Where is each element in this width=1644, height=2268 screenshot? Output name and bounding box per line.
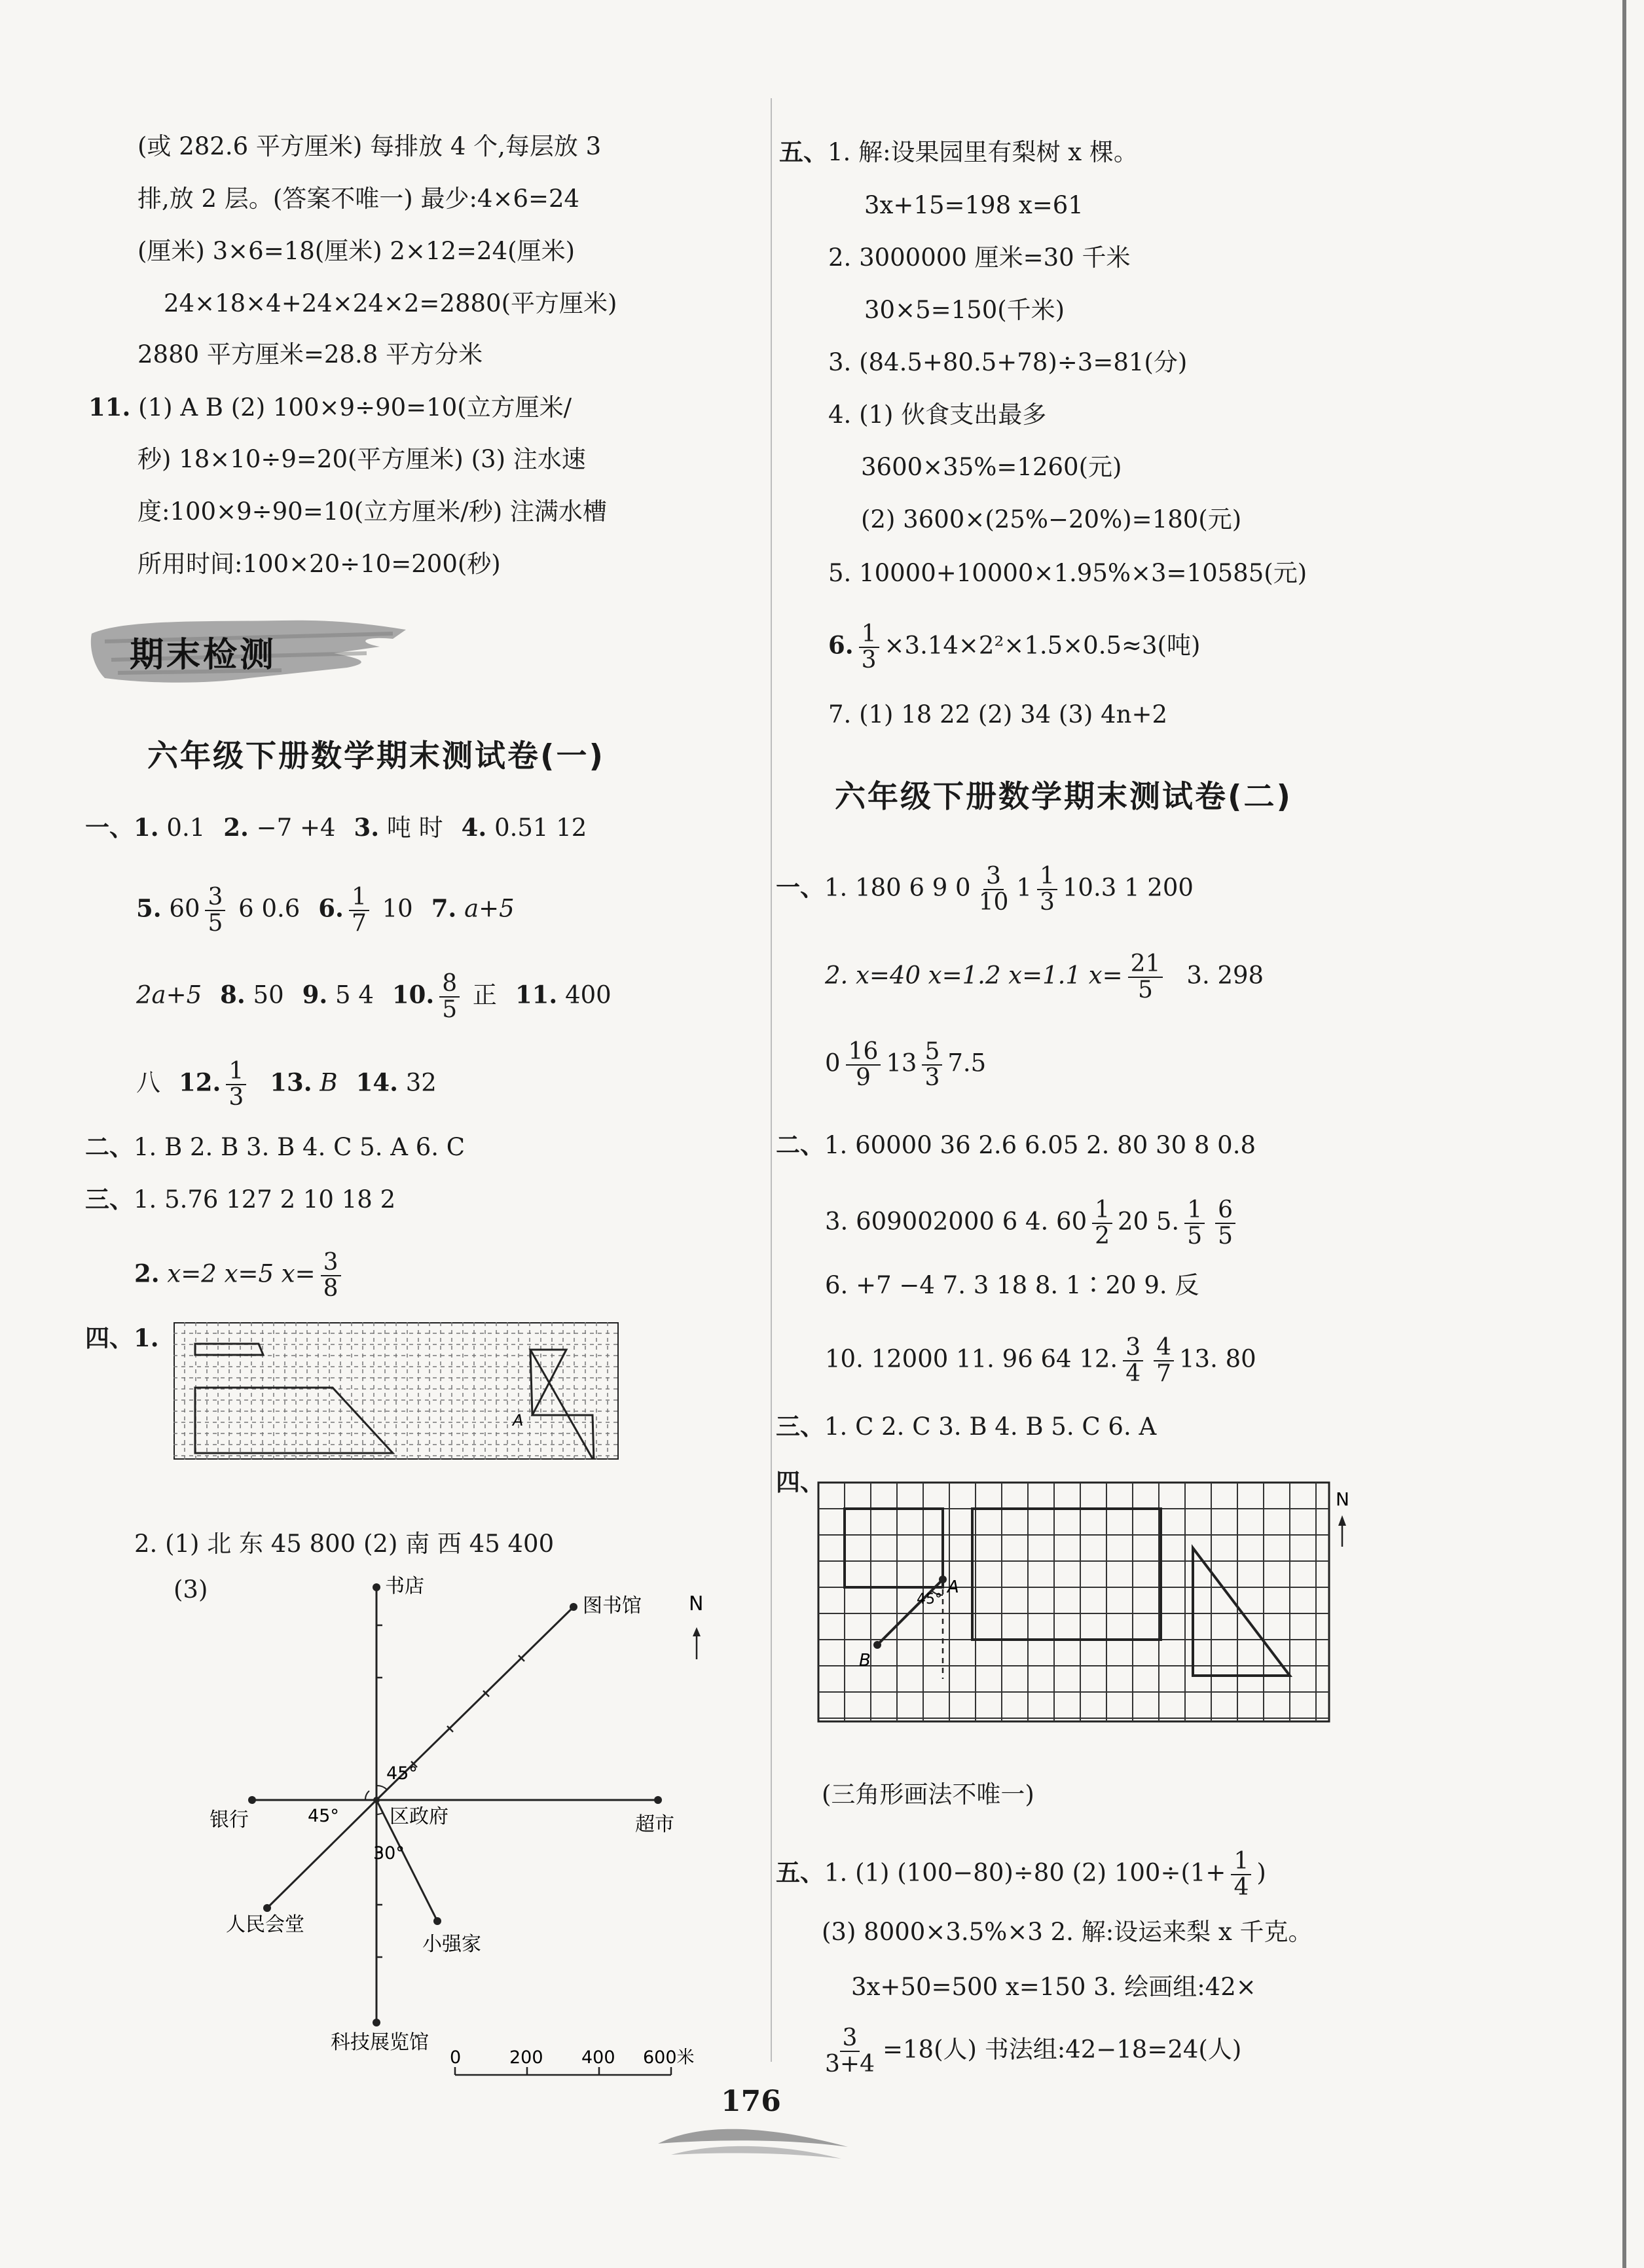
denominator: 3 — [861, 647, 877, 674]
answer-line: 3600×35%=1260(元) — [861, 453, 1122, 481]
answer: 10.3 1 200 — [1062, 873, 1194, 902]
part-5-row-6 — [828, 622, 1200, 673]
label-north: N — [689, 1593, 704, 1615]
north-arrow-head-icon — [1338, 1515, 1346, 1526]
fraction — [321, 1250, 341, 1301]
answer: 正 — [465, 981, 497, 1009]
denominator: 5 — [208, 910, 223, 937]
fraction — [1231, 1849, 1251, 1900]
fraction — [822, 2026, 877, 2077]
denominator: 8 — [323, 1275, 338, 1302]
answer-line: (3) 8000×3.5%×3 2. 解:设运来梨 x 千克。 — [822, 1918, 1313, 1946]
numerator: 3 — [1123, 1335, 1143, 1361]
numerator: 1 — [349, 885, 369, 911]
denominator: 4 — [1233, 1874, 1249, 1901]
denominator: 7 — [1156, 1360, 1172, 1387]
numerator: 3 — [840, 2026, 860, 2052]
answer: ) — [1256, 1858, 1266, 1887]
label-angle-30: 30° — [373, 1843, 405, 1863]
part-label: 二、 — [85, 1132, 134, 1161]
answer: 3. 298 — [1186, 961, 1264, 990]
part-3-row-1 — [85, 1183, 395, 1215]
answer-line: 3x+50=500 x=150 3. 绘画组:42× — [851, 1973, 1256, 2001]
answer-line: 3. (84.5+80.5+78)÷3=81(分) — [828, 348, 1188, 376]
label-hall: 人民会堂 — [226, 1913, 304, 1936]
answer: 32 — [397, 1068, 437, 1097]
p3 — [776, 1411, 1156, 1443]
denominator: 2 — [1095, 1223, 1110, 1250]
answer-line: 2. 3000000 厘米=30 千米 — [828, 243, 1131, 272]
q-num: 6. — [828, 630, 854, 660]
answer: 2. x=40 x=1.2 x=1.1 x= — [825, 961, 1123, 990]
numerator: 1 — [1231, 1849, 1251, 1875]
part-2 — [85, 1131, 465, 1163]
answer-line: 4. (1) 伙食支出最多 — [828, 401, 1047, 429]
answer: ×3.14×2²×1.5×0.5≈3(吨) — [884, 631, 1201, 660]
answer: 400 — [557, 981, 612, 1009]
q-num: 11. — [515, 980, 558, 1009]
part-label: 二、 — [776, 1130, 824, 1159]
exam-title-1: 六年级下册数学期末测试卷(一) — [147, 738, 605, 774]
answer-line: 7. (1) 18 22 (2) 34 (3) 4n+2 — [828, 700, 1168, 729]
grid-lines — [818, 1483, 1329, 1721]
answer: 6 0.6 — [230, 894, 301, 923]
q-num: 6. — [318, 893, 344, 923]
answer-line: 排,放 2 层。(答案不唯一) 最少:4×6=24 — [137, 185, 580, 213]
denominator: 5 — [1138, 977, 1153, 1003]
answer: =18(人) 书法组:42−18=24(人) — [882, 2035, 1242, 2064]
answer: 1. (1) (100−80)÷80 (2) 100÷(1+ — [824, 1858, 1226, 1887]
answer-text: (1) A B (2) 100×9÷90=10(立方厘米/ — [138, 393, 572, 422]
numerator: 3 — [983, 864, 1004, 890]
answer-line: 24×18×4+24×24×2=2880(平方厘米) — [164, 289, 617, 317]
denominator: 3 — [228, 1084, 244, 1111]
shape-square — [845, 1509, 943, 1587]
denominator: 5 — [1218, 1223, 1233, 1250]
denominator: 3+4 — [825, 2051, 875, 2078]
section-label: 期末检测 — [130, 636, 277, 675]
angle-label: 45° — [917, 1591, 942, 1608]
answer: a+5 — [456, 894, 515, 923]
q-num: 3. — [354, 813, 380, 842]
answer: 7.5 — [947, 1049, 987, 1077]
part-label: 五、 — [779, 137, 828, 166]
segment-ab — [877, 1579, 943, 1645]
point-a-label: A — [947, 1577, 959, 1597]
answer: x=2 x=5 x= — [159, 1259, 316, 1288]
fraction — [859, 622, 879, 673]
binding-edge — [1622, 0, 1626, 2268]
answer: 2a+5 — [136, 981, 202, 1009]
answer-line: (2) 3600×(25%−20%)=180(元) — [861, 505, 1242, 533]
answer: 1 — [1016, 873, 1032, 902]
answer: −7 +4 — [248, 814, 336, 842]
q-num: 14. — [356, 1068, 398, 1097]
p1-row-2 — [825, 952, 1264, 1003]
point-a-label: A — [513, 1411, 524, 1430]
answer-line: (厘米) 3×6=18(厘米) 2×12=24(厘米) — [137, 237, 575, 265]
p1-row-3 — [825, 1039, 986, 1090]
fraction — [922, 1039, 942, 1090]
q-num: 10. — [392, 980, 435, 1009]
numerator: 21 — [1128, 952, 1163, 978]
answer: B — [312, 1068, 338, 1097]
question-11 — [88, 391, 572, 423]
part-label: 五、 — [776, 1858, 824, 1887]
part-label: 一、 — [85, 813, 134, 842]
denominator: 4 — [1125, 1360, 1141, 1387]
p5-row-1 — [776, 1849, 1266, 1900]
part-label: 三、 — [85, 1185, 134, 1214]
fraction — [205, 885, 225, 936]
part-4-label: 四、1. — [85, 1323, 159, 1352]
answer: 3. 609002000 6 4. 60 — [825, 1207, 1087, 1236]
denominator: 3 — [1039, 889, 1055, 916]
answer-line: 所用时间:100×20÷10=200(秒) — [137, 550, 501, 578]
answer-line: (或 282.6 平方厘米) 每排放 4 个,每层放 3 — [137, 132, 602, 160]
answer: 20 5. — [1118, 1207, 1180, 1236]
p2-row-2 — [825, 1198, 1241, 1249]
fraction — [976, 864, 1012, 915]
answer-line: 3x+15=198 x=61 — [864, 191, 1084, 219]
p5-row-4 — [817, 2026, 1241, 2077]
answer: 1. B 2. B 3. B 4. C 5. A 6. C — [134, 1133, 466, 1161]
q-num: 2. — [223, 813, 249, 842]
answer-line: 6. +7 −4 7. 3 18 8. 1∶20 9. 反 — [825, 1271, 1199, 1299]
part-5-row-1 — [779, 136, 1138, 168]
denominator: 5 — [1187, 1223, 1203, 1250]
p4-note: (三角形画法不唯一) — [822, 1780, 1034, 1809]
answer: 1. 5.76 127 2 10 18 2 — [134, 1185, 396, 1214]
p2-row-4 — [825, 1335, 1256, 1386]
part-1-row-2 — [136, 885, 515, 936]
north-arrow-head-icon — [693, 1627, 701, 1636]
fraction — [226, 1059, 246, 1110]
fraction — [1123, 1335, 1143, 1386]
answer: 50 — [245, 981, 284, 1009]
answer: 13 — [886, 1049, 917, 1077]
denominator: 5 — [442, 996, 458, 1023]
q-num: 12. — [179, 1068, 221, 1097]
part-3-row-2 — [134, 1250, 346, 1301]
q4-2-sub3: (3) — [174, 1575, 208, 1604]
answer: 1. 解:设果园里有梨树 x 棵。 — [828, 138, 1138, 166]
map-points — [248, 1583, 662, 2026]
question-number: 11. — [88, 393, 131, 422]
grid-figure-1 — [174, 1322, 619, 1460]
label-bank: 银行 — [210, 1809, 249, 1831]
numerator: 4 — [1154, 1335, 1174, 1361]
answer: 0.51 12 — [486, 814, 587, 842]
answer: 1. C 2. C 3. B 4. B 5. C 6. A — [824, 1413, 1157, 1441]
q-num: 1. — [134, 813, 159, 842]
q-num: 13. — [270, 1068, 312, 1097]
fraction — [1128, 952, 1163, 1003]
scale-label: 200 — [509, 2047, 543, 2068]
label-angle-45b: 45° — [308, 1806, 339, 1826]
scale-label: 400 — [581, 2047, 615, 2068]
numerator: 1 — [1184, 1198, 1205, 1224]
answer: 1. 180 6 9 0 — [824, 873, 971, 902]
q-num: 2. — [134, 1259, 160, 1288]
numerator: 8 — [439, 971, 460, 998]
grid-figure-2 — [812, 1476, 1401, 1725]
part-1-row-3 — [136, 971, 612, 1022]
part-label: 一、 — [776, 873, 824, 902]
part-1-row-4 — [136, 1059, 437, 1110]
q-num: 9. — [302, 980, 328, 1009]
answer: 10 — [374, 894, 413, 923]
page-number: 176 — [721, 2085, 781, 2118]
shape-triangle — [1193, 1548, 1290, 1676]
shape-rotated — [530, 1350, 594, 1460]
denominator: 3 — [924, 1064, 940, 1091]
fraction — [1037, 864, 1057, 915]
numerator: 1 — [1092, 1198, 1112, 1224]
answer: 13. 80 — [1179, 1344, 1256, 1373]
fraction — [1215, 1198, 1235, 1249]
numerator: 16 — [846, 1039, 881, 1066]
answer: 八 — [136, 1068, 160, 1097]
fraction — [439, 971, 460, 1022]
numerator: 1 — [859, 622, 879, 648]
q-num: 5. — [136, 893, 162, 923]
label-museum: 科技展览馆 — [331, 2031, 429, 2054]
fraction — [349, 885, 369, 936]
answer: 0.1 — [158, 814, 206, 842]
part-label: 三、 — [776, 1412, 824, 1441]
column-divider — [771, 98, 772, 2062]
scale-label: 0 — [450, 2047, 462, 2068]
scale-label: 600米 — [643, 2047, 695, 2068]
fraction — [1184, 1198, 1205, 1249]
exam-title-2: 六年级下册数学期末测试卷(二) — [835, 779, 1292, 815]
direction-map — [210, 1571, 746, 2095]
answer: 1. 60000 36 2.6 6.05 2. 80 30 8 0.8 — [824, 1131, 1256, 1159]
answer-line: 5. 10000+10000×1.95%×3=10585(元) — [828, 559, 1307, 587]
numerator: 3 — [321, 1250, 341, 1276]
answer-line: 秒) 18×10÷9=20(平方厘米) (3) 注水速 — [137, 445, 586, 473]
q-num: 4. — [461, 813, 487, 842]
fraction — [1154, 1335, 1174, 1386]
answer: 60 — [161, 894, 200, 923]
label-angle-45a: 45° — [386, 1763, 418, 1784]
label-home: 小强家 — [422, 1933, 481, 1956]
p1-row-1 — [776, 864, 1194, 915]
label-library: 图书馆 — [583, 1594, 642, 1617]
p2-row-1 — [776, 1129, 1256, 1161]
north-label: N — [1336, 1488, 1349, 1510]
q4-2-answer: 2. (1) 北 东 45 800 (2) 南 西 45 400 — [134, 1530, 555, 1558]
numerator: 1 — [226, 1059, 246, 1085]
label-gov: 区政府 — [390, 1805, 448, 1828]
answer-line: 2880 平方厘米=28.8 平方分米 — [137, 340, 483, 369]
point-b-label: B — [859, 1651, 871, 1670]
denominator: 7 — [351, 910, 367, 937]
answer: 吨 时 — [379, 814, 443, 842]
label-supermarket: 超市 — [635, 1813, 674, 1836]
fraction — [846, 1039, 881, 1090]
answer: 10. 12000 11. 96 64 12. — [825, 1344, 1118, 1373]
numerator: 5 — [922, 1039, 942, 1066]
numerator: 6 — [1215, 1198, 1235, 1224]
answer-line: 度:100×9÷90=10(立方厘米/秒) 注满水槽 — [137, 497, 607, 526]
answer-line: 30×5=150(千米) — [864, 296, 1065, 324]
denominator: 9 — [856, 1064, 871, 1091]
q-num: 7. — [431, 893, 457, 923]
label-bookstore: 书店 — [385, 1575, 424, 1598]
answer: 0 — [825, 1049, 841, 1077]
numerator: 3 — [205, 885, 225, 911]
numerator: 1 — [1037, 864, 1057, 890]
p4-label: 四、 — [776, 1467, 824, 1496]
denominator: 10 — [978, 889, 1009, 916]
answer: 5 4 — [327, 981, 374, 1009]
q-num: 8. — [220, 980, 246, 1009]
fraction — [1092, 1198, 1112, 1249]
part-1-row-1 — [85, 812, 587, 844]
